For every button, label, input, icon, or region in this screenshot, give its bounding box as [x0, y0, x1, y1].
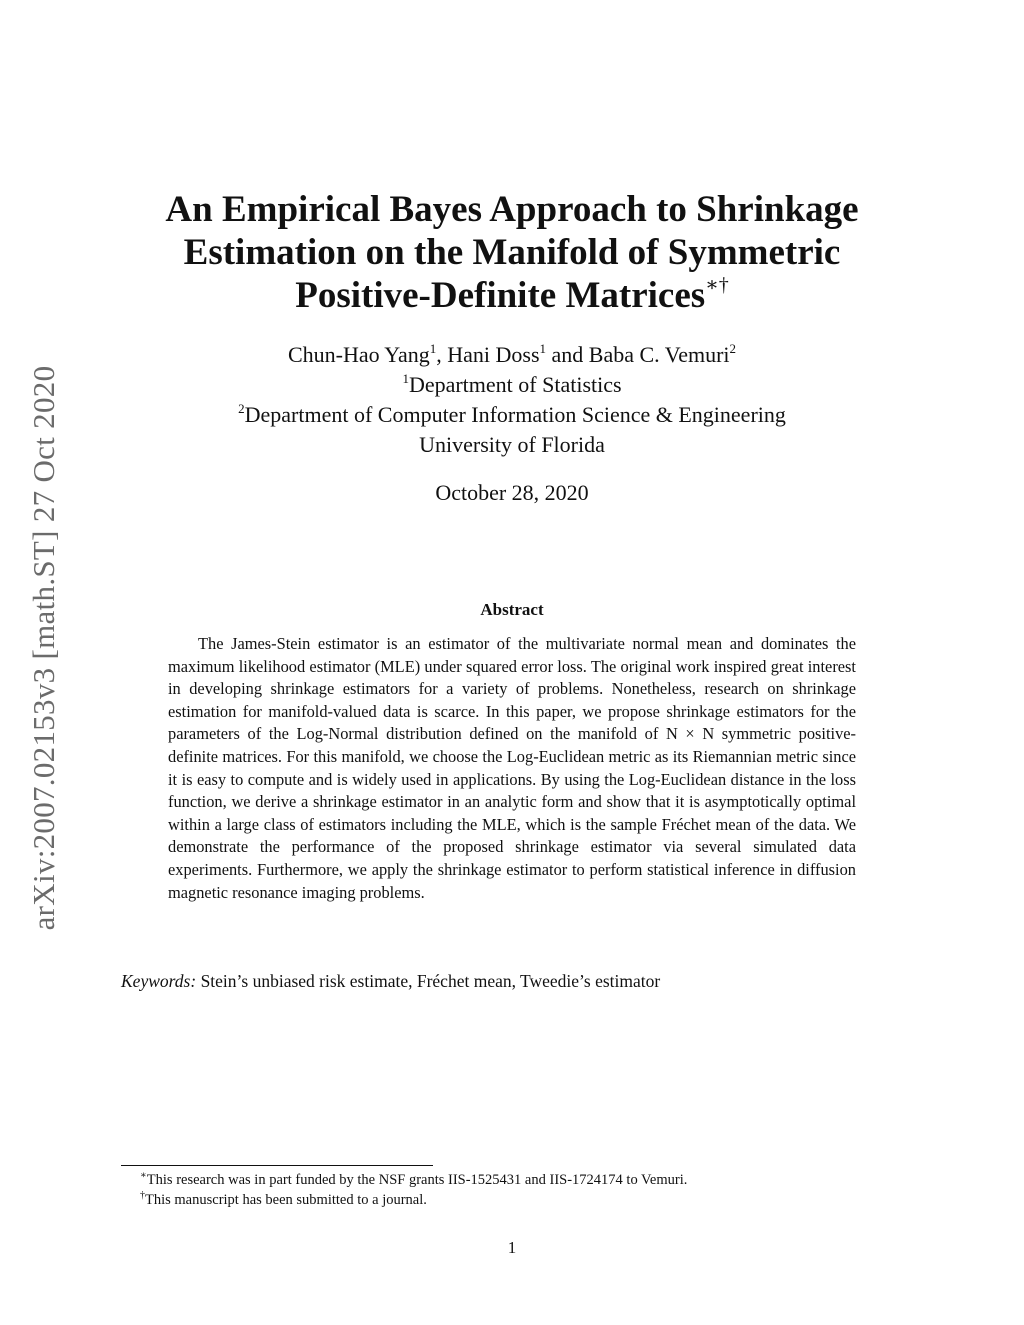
- page-number: 1: [507, 1238, 517, 1257]
- affiliation-2: [100, 400, 924, 430]
- abstract-heading: Abstract: [480, 600, 544, 619]
- author-list: [100, 340, 924, 370]
- paper-title: [100, 188, 924, 317]
- author-separator: ,: [436, 342, 448, 367]
- affiliation-mark: 2: [238, 401, 245, 416]
- footnote-text: This research was in part funded by the NSF grants IIS-1525431 and IIS-1724174 to Vemuri.: [146, 1172, 688, 1188]
- title-line-2: Estimation on the Manifold of Symmetric: [183, 232, 841, 273]
- affiliation-text: Department of Computer Information Science & Engineering: [244, 402, 786, 427]
- footnotes: [140, 1170, 920, 1210]
- author-name: Baba C. Vemuri: [588, 342, 730, 367]
- title-line-1: An Empirical Bayes Approach to Shrinkage: [165, 189, 859, 230]
- affiliation-mark: 2: [729, 341, 737, 356]
- author-name: Hani Doss: [447, 342, 540, 367]
- author-block: [100, 340, 924, 460]
- author-separator: and: [546, 342, 589, 367]
- arxiv-identifier-stamp: arXiv:2007.02153v3 [math.ST] 27 Oct 2020: [26, 365, 61, 931]
- title-line-3-text: Positive-Definite Matrices: [295, 275, 706, 316]
- footnote-1: [140, 1170, 920, 1190]
- university: University of Florida: [419, 432, 605, 457]
- keywords-label: Keywords:: [121, 971, 197, 991]
- footnote-mark: †: [140, 1190, 145, 1201]
- keywords: [121, 971, 921, 992]
- affiliation-text: Department of Statistics: [408, 372, 622, 397]
- footnote-divider: [121, 1165, 433, 1166]
- footnote-mark: ∗: [140, 1170, 147, 1181]
- publication-date: October 28, 2020: [435, 480, 589, 505]
- affiliation-mark: 1: [429, 341, 437, 356]
- keywords-text: Stein’s unbiased risk estimate, Fréchet mean, Tweedie’s estimator: [200, 971, 661, 991]
- author-name: Chun-Hao Yang: [287, 342, 430, 367]
- title-line-3: [100, 274, 924, 317]
- abstract-body: The James-Stein estimator is an estimator of the multivariate normal mean and dominates the maximum likelihood estimator (MLE) under squared error loss. The original work inspired great interest in developing shrinkage estimators for a variety of problems. Nonetheless, research on shrinkage estimation for manifold-valued data is scarce. In this paper, we propose shrinkage estimators for the parameters of the Log-Normal distribution defined on the manifold of N × N symmetric positive-definite matrices. For this manifold, we choose the Log-Euclidean metric as its Riemannian metric since it is easy to compute and is widely used in applications. By using the Log-Euclidean distance in the loss function, we derive a shrinkage estimator in an analytic form and show that it is asymptotically optimal within a large class of estimators including the MLE, which is the sample Fréchet mean of the data. We demonstrate the performance of the proposed shrinkage estimator via several simulated data experiments. Furthermore, we apply the shrinkage estimator to perform statistical inference in diffusion magnetic resonance imaging problems.: [168, 634, 856, 902]
- footnote-2: [140, 1190, 920, 1210]
- footnote-text: This manuscript has been submitted to a journal.: [145, 1192, 427, 1208]
- title-footnote-marks: ∗†: [705, 274, 729, 296]
- affiliation-1: [100, 370, 924, 400]
- affiliation-mark: 1: [539, 341, 547, 356]
- affiliation-mark: 1: [402, 371, 409, 386]
